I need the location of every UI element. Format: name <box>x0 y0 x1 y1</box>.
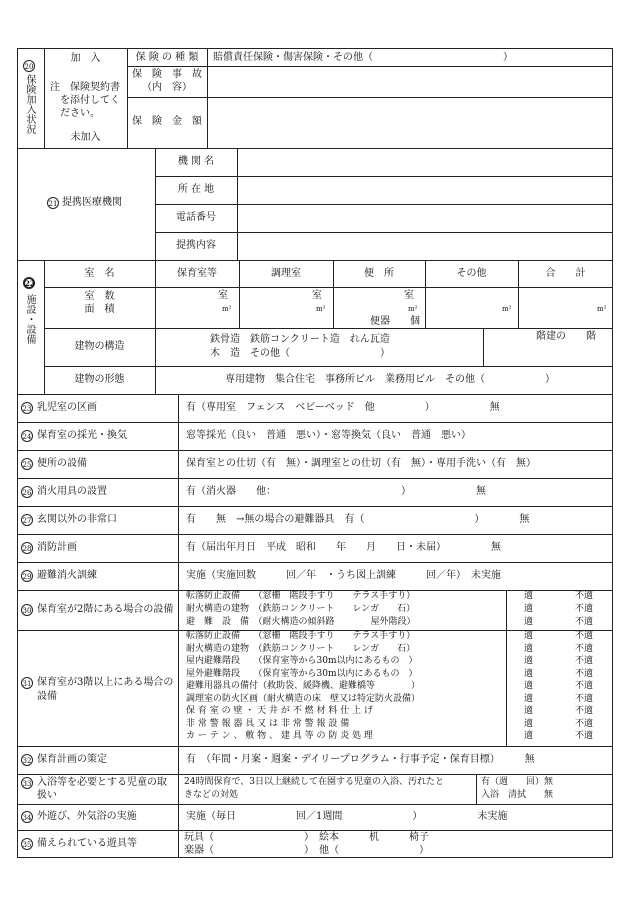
floor3-ok-2: 適 <box>524 643 534 654</box>
section-number-20: 20 <box>23 60 35 72</box>
floor3-row-5: 避難用器具の備付（救助袋、緩降機、避難橋等 ） <box>186 681 421 691</box>
facility-count-label: 室 数 <box>84 291 115 302</box>
section-number-24: 24 <box>21 430 33 442</box>
toilet-area-unit: m² <box>408 305 418 313</box>
floor3-ng-3: 不適 <box>575 656 594 666</box>
item-label-29: 避難消火訓練 <box>37 570 97 581</box>
medical-row-name: 機 関 名 <box>177 156 215 167</box>
insurance-note-line2: を添付してく <box>60 95 120 106</box>
section-number-25: 25 <box>21 458 33 470</box>
insurance-type-label: 保 険 の 種 類 <box>135 52 199 63</box>
floor3-ok-5: 適 <box>524 681 534 691</box>
total-area-unit: m² <box>597 305 607 313</box>
item-value-25: 保育室との仕切（有 無）・調理室との仕切（有 無）・専用手洗い（有 無） <box>186 458 536 469</box>
floor3-row-1: 転落防止設備 （窓柵 階段手すり テラス手すり） <box>186 631 416 641</box>
section-number-27: 27 <box>21 514 33 526</box>
plan-value: 有 （年間・月案・週案・デイリープログラム・行事予定・保育目標） 無 <box>186 754 535 765</box>
facility-area-label: 面 積 <box>84 304 115 315</box>
floor3-ok-1: 適 <box>524 631 534 641</box>
plan-label: 保育計画の策定 <box>37 754 107 765</box>
floor3-row-7: 保 育 室 の 壁 ・ 天 井 が 不 燃 材 料 仕 上 げ <box>186 706 373 716</box>
floor2-label: 保育室が2階にある場合の設備 <box>37 604 174 615</box>
floor3-row-9: カ ー テ ン 、 敷 物 、 建 具 等 の 防 炎 処 理 <box>186 731 373 741</box>
building-form-value: 専用建物 集合住宅 事務所ビル 業務用ビル その他（ ） <box>225 374 555 385</box>
item-label-28: 消防計画 <box>37 542 77 553</box>
item-value-29: 実施（実施回数 回／年 ・うち図上訓練 回／年） 未実施 <box>186 570 501 581</box>
section-number-34: 34 <box>21 811 33 823</box>
insurance-amount-label: 保 険 金 額 <box>132 116 202 127</box>
toys-line1: 玩具（ ） 絵本 机 椅子 <box>184 832 429 843</box>
floor3-row-3: 屋内避難階段 （保育室等から30m以内にあるもの ） <box>186 656 418 666</box>
floor2-row-3: 避 難 設 備 （耐火構造の傾斜路 屋外階段） <box>186 617 416 627</box>
item-label-27: 玄関以外の非常口 <box>37 514 117 525</box>
floor3-ng-6: 不適 <box>575 693 594 704</box>
kitchen-area-unit: m² <box>316 305 326 313</box>
bath-right-2: 入浴 清拭 無 <box>481 790 554 800</box>
floor3-ok-6: 適 <box>524 693 534 704</box>
bath-desc-2: きなどの対処 <box>184 790 239 800</box>
floor3-ok-9: 適 <box>524 731 534 741</box>
section-number-21: 21 <box>47 197 59 209</box>
section-number-26: 26 <box>21 486 33 498</box>
floor3-ng-9: 不適 <box>575 731 594 741</box>
insurance-joined-label: 加 入 <box>70 53 101 64</box>
item-label-26: 消火用具の設置 <box>37 486 107 497</box>
structure-floors: 階建の 階 <box>536 331 596 342</box>
facility-heading: 施設・設備 <box>24 294 35 344</box>
item-value-24: 窓等採光（良い 普通 悪い）・窓等換気（良い 普通 悪い） <box>186 430 471 441</box>
floor3-ng-7: 不適 <box>575 706 594 716</box>
medical-row-phone: 電話番号 <box>176 212 216 223</box>
insurance-not-joined-label: 未加入 <box>70 132 101 143</box>
facility-room-name-label: 室 名 <box>84 268 115 279</box>
insurance-note-line3: ださい。 <box>60 108 100 119</box>
structure-label: 建物の構造 <box>74 341 125 352</box>
floor3-ng-8: 不適 <box>575 718 594 729</box>
medical-label: 提携医療機関 <box>62 197 122 208</box>
floor3-ng-5: 不適 <box>575 681 594 691</box>
insurance-accident-label-1: 保 険 事 故 <box>132 69 202 80</box>
item-label-24: 保育室の採光・換気 <box>37 430 127 441</box>
section-number-35: 35 <box>21 838 33 850</box>
floor2-ng-3: 不適 <box>575 617 594 627</box>
insurance-accident-label-2: （内 容） <box>142 82 192 93</box>
section-number-31: 31 <box>21 677 33 689</box>
facility-col-other: その他 <box>456 268 487 279</box>
facility-col-total: 合 計 <box>545 268 586 279</box>
toys-line2: 楽器（ ） 他（ ） <box>184 845 429 856</box>
item-label-25: 便所の設備 <box>37 458 87 469</box>
floor3-ok-8: 適 <box>524 718 534 729</box>
section-number-30: 30 <box>21 604 33 616</box>
floor2-ok-3: 適 <box>524 617 534 627</box>
floor2-ok-2: 適 <box>524 604 534 614</box>
section-number-29: 29 <box>21 570 33 582</box>
facility-col-toilet: 便 所 <box>364 268 394 279</box>
structure-line1: 鉄骨造 鉄筋コンクリート造 れん瓦造 <box>210 334 390 345</box>
floor3-label-1: 保育室が3階以上にある場合の <box>37 677 174 688</box>
building-form-label: 建物の形態 <box>74 374 125 385</box>
toys-label: 備えられている遊具等 <box>37 838 137 849</box>
facility-col-kitchen: 調理室 <box>271 268 301 279</box>
section-number-32: 32 <box>21 754 33 766</box>
toilet-room-unit: 室 <box>404 290 414 301</box>
floor3-ok-4: 適 <box>524 668 534 679</box>
floor3-ng-2: 不適 <box>575 643 594 654</box>
section-number-23: 23 <box>21 402 33 414</box>
floor2-row-2: 耐火構造の建物 （鉄筋コンクリート レンガ 石） <box>186 604 416 614</box>
outing-value: 実施（毎日 回／1週間 ） 未実施 <box>186 811 508 822</box>
floor3-ng-1: 不適 <box>575 631 594 641</box>
floor3-row-4: 屋外避難階段 （保育室等から30m以内にあるもの ） <box>186 668 418 679</box>
floor3-ok-3: 適 <box>524 656 534 666</box>
other-area-unit: m² <box>502 305 512 313</box>
floor3-row-2: 耐火構造の建物 （鉄筋コンクリート レンガ 石） <box>186 643 416 654</box>
medical-row-content: 提携内容 <box>176 240 216 251</box>
insurance-heading: 保険加入状況 <box>24 74 35 134</box>
kitchen-room-unit: 室 <box>312 290 322 301</box>
nursery-area-unit: m² <box>222 305 232 313</box>
bath-desc-1: 24時間保育で、3日以上継続して在園する児童の入浴、汚れたと <box>184 777 444 787</box>
facility-col-nursery: 保育室等 <box>177 268 217 279</box>
item-value-27: 有 無 →無の場合の避難器具 有（ ） 無 <box>186 514 530 525</box>
bath-right-1: 有（週 回）無 <box>481 777 554 787</box>
floor2-ok-1: 適 <box>524 591 534 601</box>
item-value-23: 有（専用室 フェンス ベビーベッド 他 ） 無 <box>186 402 500 413</box>
floor2-ng-1: 不適 <box>575 591 594 601</box>
toilet-fixture-unit: 便器 個 <box>370 316 420 327</box>
floor2-row-1: 転落防止設備 （窓柵 階段手すり テラス手すり） <box>186 591 416 601</box>
nursery-room-unit: 室 <box>218 290 228 301</box>
item-value-26: 有（消火器 他： ） 無 <box>186 486 486 497</box>
medical-row-address: 所 在 地 <box>177 184 215 195</box>
item-value-28: 有（届出年月日 平成 昭和 年 月 日・未届） 無 <box>186 542 501 553</box>
insurance-type-value: 賠償責任保険・傷害保険・その他（ ） <box>213 52 513 63</box>
floor2-ng-2: 不適 <box>575 604 594 614</box>
floor3-ng-4: 不適 <box>575 668 594 679</box>
structure-line2: 木 造 その他（ ） <box>210 348 390 359</box>
floor3-row-6: 調理室の防火区画（耐火構造の床 壁又は特定防火設備） <box>186 693 421 704</box>
section-number-28: 28 <box>21 542 33 554</box>
insurance-note-line1: 注 保険契約書 <box>50 82 120 93</box>
bath-label-1: 入浴等を必要とする児童の取 <box>37 777 167 788</box>
floor3-label-2: 設備 <box>37 691 57 702</box>
outing-label: 外遊び、外気浴の実施 <box>37 811 137 822</box>
floor3-row-8: 非 常 警 報 器 具 又 は 非 常 警 報 設 備 <box>186 718 350 729</box>
floor3-ok-7: 適 <box>524 706 534 716</box>
section-number-33: 33 <box>21 777 33 789</box>
section-number-22: 22 <box>25 279 35 288</box>
item-label-23: 乳児室の区画 <box>37 402 97 413</box>
bath-label-2: 扱い <box>37 790 57 801</box>
